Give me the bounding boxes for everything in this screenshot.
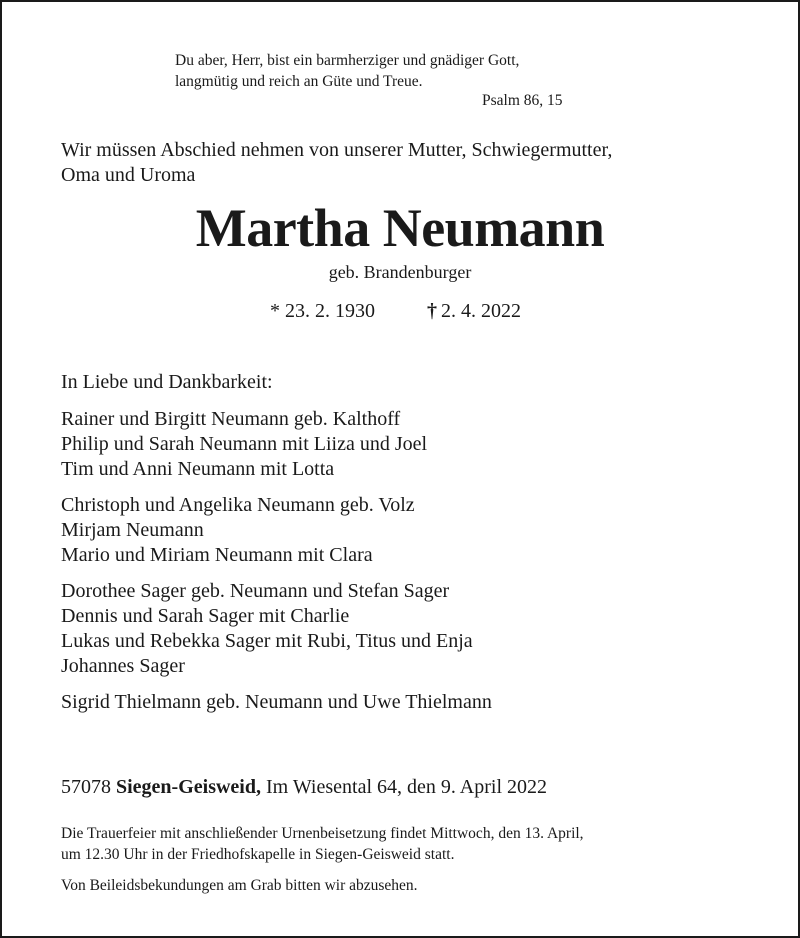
psalm-reference: Psalm 86, 15 [482, 92, 563, 109]
intro-line: Oma und Uroma [61, 164, 196, 186]
intro-line: Wir müssen Abschied nehmen von unserer Mutter, Schwiegermutter, [61, 139, 613, 161]
mourner-line: Dorothee Sager geb. Neumann und Stefan Sager [61, 580, 450, 602]
psalm-line: langmütig und reich an Güte und Treue. [175, 73, 423, 90]
notice-line: um 12.30 Uhr in der Friedhofskapelle in Siegen-Geisweid statt. [61, 846, 455, 863]
mourner-group [61, 493, 415, 568]
mourner-line: Mirjam Neumann [61, 519, 204, 541]
psalm-quote [175, 50, 519, 92]
psalm-line: Du aber, Herr, bist ein barmherziger und gnädiger Gott, [175, 52, 520, 69]
mourner-line: Mario und Miriam Neumann mit Clara [61, 544, 373, 566]
mourner-line: Dennis und Sarah Sager mit Charlie [61, 605, 350, 627]
mourner-line: Christoph und Angelika Neumann geb. Volz [61, 494, 415, 516]
notice-line: Die Trauerfeier mit anschließender Urnenbeisetzung findet Mittwoch, den 13. April, [61, 825, 584, 842]
deceased-name: Martha Neumann [195, 198, 605, 258]
mourner-group [61, 407, 427, 482]
mourner-line: Sigrid Thielmann geb. Neumann und Uwe Thielmann [61, 691, 492, 713]
birth-date: * 23. 2. 1930 [270, 300, 375, 322]
death-date: 2. 4. 2022 [441, 300, 521, 322]
intro-text [61, 138, 612, 188]
death-date-line [427, 300, 521, 323]
postcode: 57078 [61, 776, 111, 798]
funeral-notice [61, 823, 584, 865]
mourner-line: Lukas und Rebekka Sager mit Rubi, Titus und Enja [61, 630, 473, 652]
street-date: Im Wiesental 64, den 9. April 2022 [266, 776, 548, 798]
mourner-line: Johannes Sager [61, 655, 185, 677]
birth-name: geb. Brandenburger [328, 262, 472, 282]
condolence-note: Von Beileidsbekundungen am Grab bitten wir abzusehen. [61, 877, 418, 894]
mourner-line: Philip und Sarah Neumann mit Liiza und Joel [61, 433, 428, 455]
cross-icon: † [427, 300, 437, 322]
mourner-line: Rainer und Birgitt Neumann geb. Kalthoff [61, 408, 401, 430]
mourners-heading: In Liebe und Dankbarkeit: [61, 371, 273, 393]
city: Siegen-Geisweid, [116, 776, 261, 798]
mourner-line: Tim und Anni Neumann mit Lotta [61, 458, 335, 480]
mourner-group [61, 579, 473, 679]
address-line [61, 776, 547, 799]
mourner-group [61, 690, 492, 715]
